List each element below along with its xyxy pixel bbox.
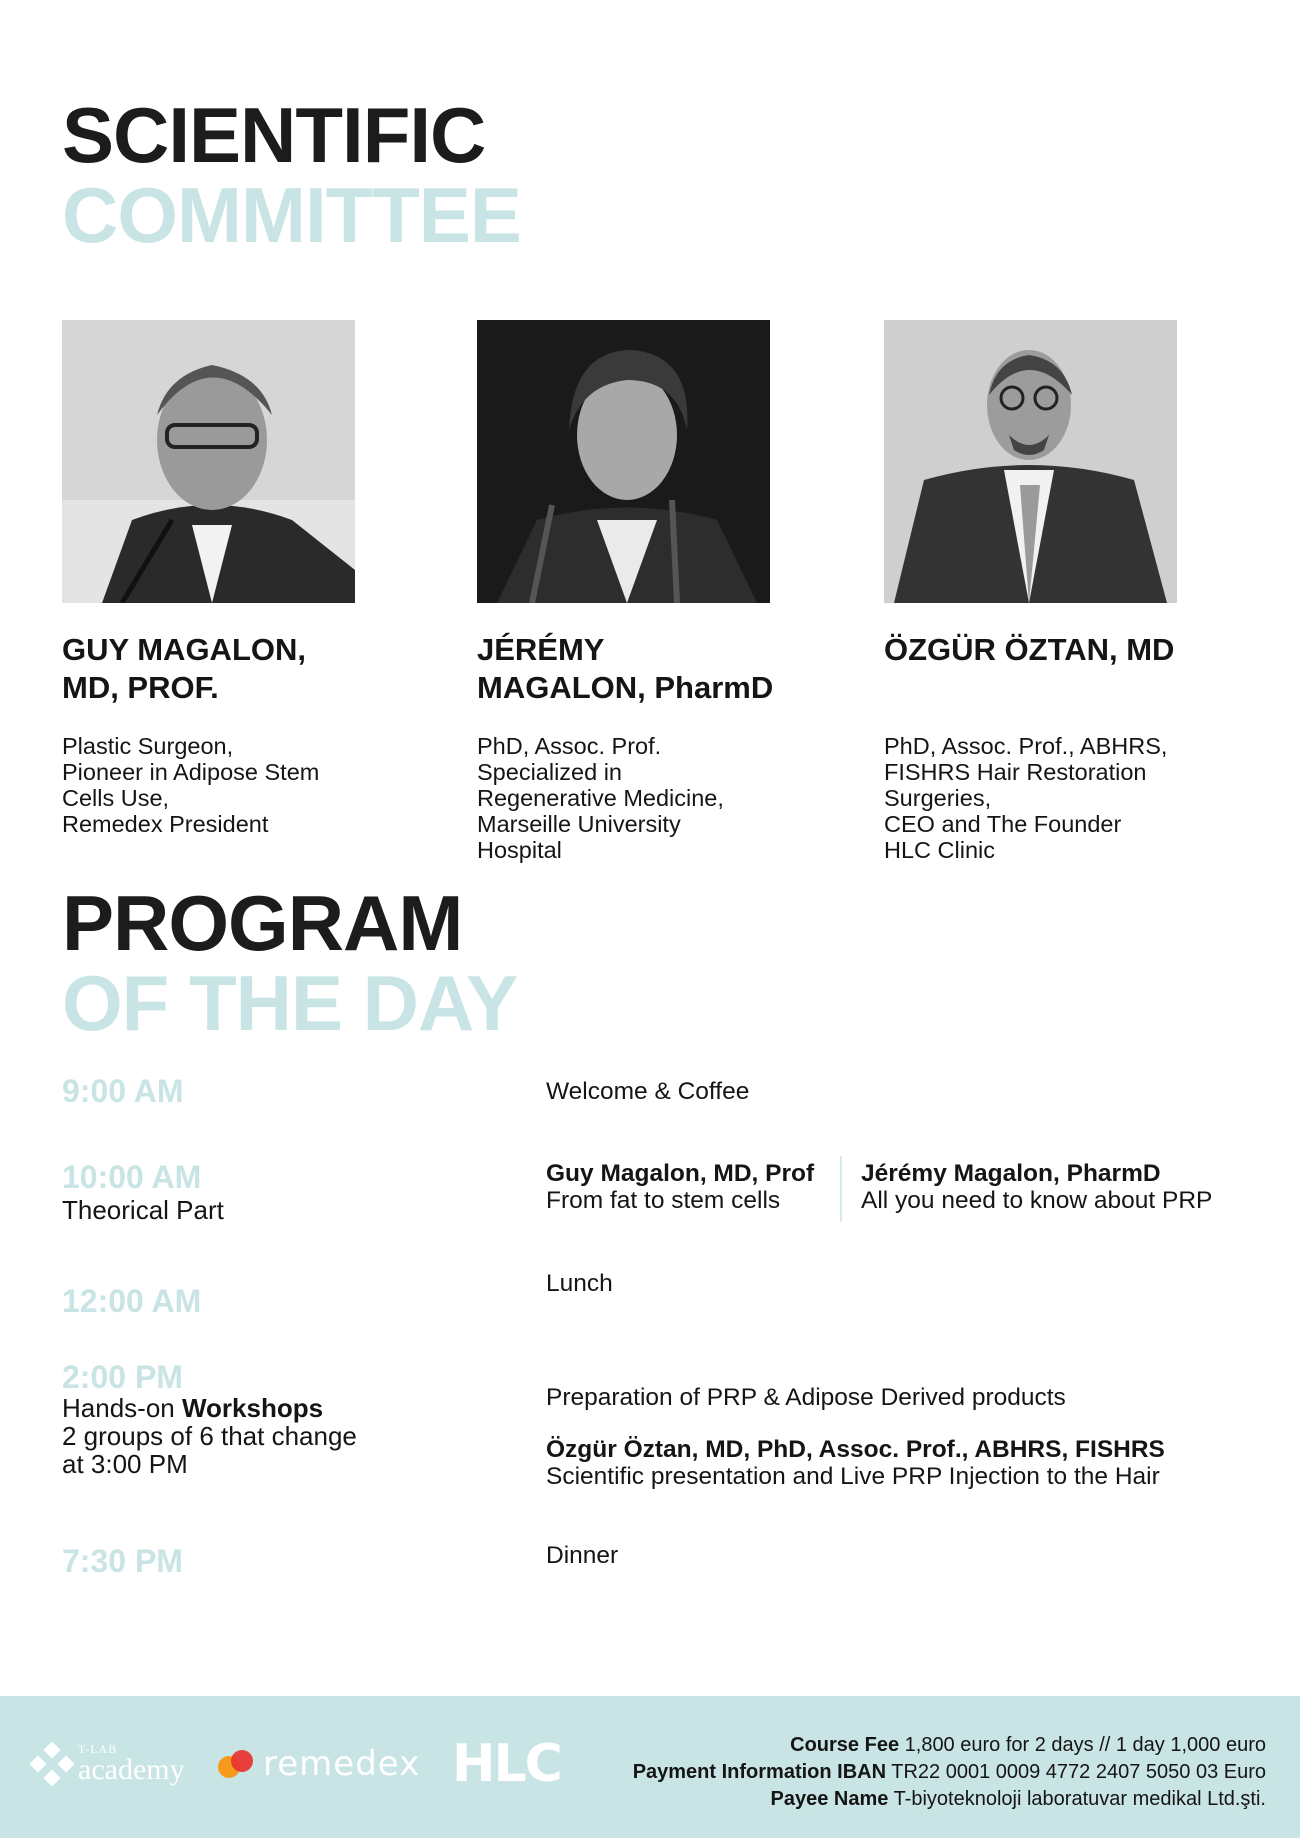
talk-guy-magalon xyxy=(546,1160,814,1214)
footer-bar xyxy=(0,1696,1300,1838)
member-desc-line: Specialized in xyxy=(477,759,623,785)
member-desc-line: Plastic Surgeon, xyxy=(62,733,234,759)
subtitle-line3: at 3:00 PM xyxy=(62,1449,188,1479)
member-name-line2: MAGALON, PharmD xyxy=(477,670,774,705)
tlab-large-text: academy xyxy=(78,1753,185,1786)
remedex-mark-icon xyxy=(215,1747,257,1781)
member-desc-line: HLC Clinic xyxy=(884,837,995,863)
member-desc-line: Hospital xyxy=(477,837,562,863)
member-desc-line: Remedex President xyxy=(62,811,269,837)
member-desc-line: FISHRS Hair Restoration xyxy=(884,759,1147,785)
hlc-logo xyxy=(452,1736,561,1792)
tlab-diamond-icon xyxy=(30,1742,74,1786)
payee-line xyxy=(633,1786,1266,1813)
remedex-logo xyxy=(215,1736,420,1792)
iban-line xyxy=(633,1759,1266,1786)
talk-speaker: Özgür Öztan, MD, PhD, Assoc. Prof., ABHRS, FISHRS xyxy=(546,1436,1165,1463)
member-desc-line: Cells Use, xyxy=(62,785,170,811)
member-description xyxy=(477,733,807,863)
committee-title-dark: SCIENTIFIC xyxy=(62,91,486,179)
program-title-dark: PROGRAM xyxy=(62,879,463,967)
member-name-line2: MD, PROF. xyxy=(62,670,219,705)
talk-topic: All you need to know about PRP xyxy=(861,1187,1213,1214)
member-name xyxy=(884,631,1214,707)
portrait-photo xyxy=(477,320,770,603)
talk-ozgur-oztan xyxy=(546,1436,1165,1490)
talk-speaker: Jérémy Magalon, PharmD xyxy=(861,1160,1161,1187)
subtitle-line2: 2 groups of 6 that change xyxy=(62,1421,357,1451)
member-desc-line: PhD, Assoc. Prof. xyxy=(477,733,662,759)
payment-info xyxy=(633,1732,1266,1813)
program-event: Dinner xyxy=(546,1542,619,1569)
committee-member-jeremy-magalon xyxy=(477,320,807,863)
program-title-light: OF THE DAY xyxy=(62,959,518,1047)
member-description xyxy=(62,733,392,837)
program-subtitle xyxy=(62,1394,357,1478)
member-desc-line: Marseille University xyxy=(477,811,681,837)
tlab-wordmark xyxy=(78,1743,185,1785)
course-fee-line xyxy=(633,1732,1266,1759)
fee-label: Course Fee xyxy=(790,1734,900,1756)
member-desc-line: Pioneer in Adipose Stem xyxy=(62,759,320,785)
talk-topic: From fat to stem cells xyxy=(546,1187,781,1214)
member-name xyxy=(477,631,807,707)
tlab-academy-logo xyxy=(30,1736,185,1792)
committee-heading xyxy=(62,91,521,259)
member-desc-line: PhD, Assoc. Prof., ABHRS, xyxy=(884,733,1168,759)
program-heading xyxy=(62,879,518,1047)
program-time: 2:00 PM xyxy=(62,1359,183,1395)
talk-speaker: Guy Magalon, MD, Prof xyxy=(546,1160,815,1187)
member-desc-line: CEO and The Founder xyxy=(884,811,1122,837)
subtitle-bold: Workshops xyxy=(181,1393,324,1423)
program-event: Lunch xyxy=(546,1270,613,1297)
iban-label: Payment Information IBAN xyxy=(632,1761,887,1783)
fee-value: 1,800 euro for 2 days // 1 day 1,000 euro xyxy=(899,1734,1266,1756)
committee-member-guy-magalon xyxy=(62,320,392,837)
program-time: 9:00 AM xyxy=(62,1073,184,1109)
committee-title-light: COMMITTEE xyxy=(62,171,521,259)
member-desc-line: Surgeries, xyxy=(884,785,992,811)
talk-divider xyxy=(840,1156,842,1222)
committee-member-ozgur-oztan xyxy=(884,320,1214,863)
talk-topic: Scientific presentation and Live PRP Injection to the Hair xyxy=(546,1463,1160,1490)
payee-value: T-biyoteknoloji laboratuvar medikal Ltd.şti. xyxy=(888,1788,1266,1810)
remedex-wordmark: remedex xyxy=(263,1744,421,1784)
member-desc-line: Regenerative Medicine, xyxy=(477,785,724,811)
talk-jeremy-magalon xyxy=(861,1160,1212,1214)
program-time: 10:00 AM xyxy=(62,1159,202,1195)
member-name-line1: ÖZGÜR ÖZTAN, MD xyxy=(884,632,1175,667)
member-description xyxy=(884,733,1214,863)
program-time: 12:00 AM xyxy=(62,1283,202,1319)
program-time: 7:30 PM xyxy=(62,1543,183,1579)
member-name-line1: JÉRÉMY xyxy=(477,632,605,667)
hlc-wordmark: HLC xyxy=(452,1734,561,1794)
portrait-photo xyxy=(884,320,1177,603)
program-event: Preparation of PRP & Adipose Derived products xyxy=(546,1384,1066,1411)
iban-value: TR22 0001 0009 4772 2407 5050 03 Euro xyxy=(886,1761,1266,1783)
program-subtitle: Theorical Part xyxy=(62,1195,224,1225)
member-name-line1: GUY MAGALON, xyxy=(62,632,306,667)
tlab-small-text: T-LAB xyxy=(78,1742,118,1756)
subtitle-prefix: Hands-on xyxy=(62,1393,182,1423)
payee-label: Payee Name xyxy=(770,1788,889,1810)
portrait-photo xyxy=(62,320,355,603)
program-event: Welcome & Coffee xyxy=(546,1078,750,1105)
member-name xyxy=(62,631,392,707)
